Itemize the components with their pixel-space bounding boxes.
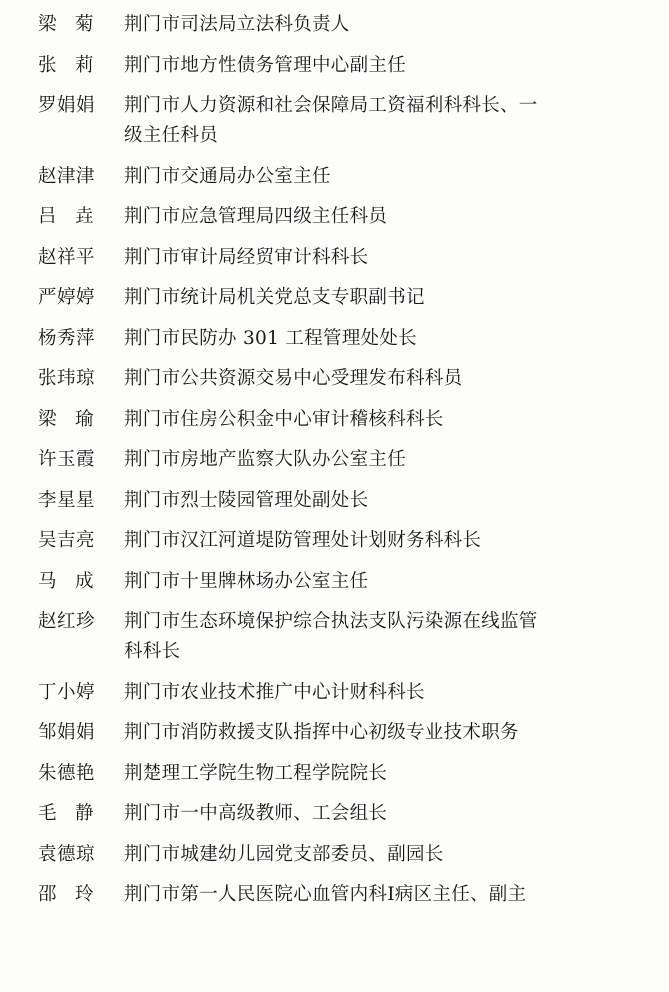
person-name: 马 成 <box>38 570 94 592</box>
list-item <box>38 243 611 273</box>
person-name: 罗娟娟 <box>38 95 96 116</box>
person-name: 袁德琼 <box>38 843 96 865</box>
person-name: 赵祥平 <box>38 246 96 268</box>
list-item <box>38 283 611 313</box>
person-name: 赵红珍 <box>38 611 96 632</box>
person-title-line: 荆门市房地产监察大队办公室主任 <box>124 449 407 470</box>
list-item <box>38 678 611 708</box>
person-title <box>124 486 611 516</box>
person-title-line: 荆门市城建幼儿园党支部委员、副园长 <box>124 843 444 865</box>
list-item <box>38 567 611 597</box>
list-item <box>38 486 611 516</box>
person-title <box>124 364 611 394</box>
list-item <box>38 202 611 232</box>
person-title <box>124 567 611 597</box>
person-title <box>124 607 611 667</box>
person-title-line: 荆门市审计局经贸审计科科长 <box>124 246 369 268</box>
person-title <box>124 162 611 192</box>
person-title <box>124 405 611 435</box>
person-title-line: 荆门市人力资源和社会保障局工资福利科科长、一 <box>124 95 538 116</box>
person-name: 毛 静 <box>38 803 94 824</box>
person-title-line: 荆门市交通局办公室主任 <box>124 165 331 187</box>
person-title-line: 荆楚理工学院生物工程学院院长 <box>124 762 388 784</box>
person-title <box>124 51 611 81</box>
person-title-line: 荆门市司法局立法科负责人 <box>124 14 350 35</box>
person-title <box>124 91 611 151</box>
person-title <box>124 880 611 910</box>
person-title-line: 荆门市住房公积金中心审计稽核科科长 <box>124 408 444 430</box>
person-name: 严婷婷 <box>38 287 96 308</box>
person-title-line: 荆门市应急管理局四级主任科员 <box>124 206 388 227</box>
person-title-line: 级主任科员 <box>124 125 219 146</box>
person-name: 吕 垚 <box>38 206 94 227</box>
person-name: 张 莉 <box>38 54 94 76</box>
person-title <box>124 243 611 273</box>
person-title <box>124 759 611 789</box>
person-title-line: 科科长 <box>124 641 181 662</box>
person-title-line: 荆门市消防救援支队指挥中心初级专业技术职务 <box>124 722 519 743</box>
person-title-line: 荆门市第一人民医院心血管内科Ⅰ病区主任、副主 <box>124 884 527 905</box>
person-name: 赵津津 <box>38 165 96 187</box>
list-item <box>38 10 611 40</box>
person-title-line: 荆门市十里牌林场办公室主任 <box>124 570 369 592</box>
person-title <box>124 445 611 475</box>
list-item <box>38 718 611 748</box>
list-item <box>38 405 611 435</box>
person-title-line: 荆门市公共资源交易中心受理发布科科员 <box>124 368 463 389</box>
person-title-line: 荆门市统计局机关党总支专职副书记 <box>124 287 425 308</box>
person-title <box>124 526 611 556</box>
person-name: 张玮琼 <box>38 368 96 389</box>
person-title-line: 荆门市烈士陵园管理处副处长 <box>124 489 369 511</box>
person-title-line: 荆门市农业技术推广中心计财科科长 <box>124 681 425 703</box>
person-title-line: 荆门市民防办 301 工程管理处处长 <box>124 327 417 349</box>
list-item <box>38 51 611 81</box>
list-item <box>38 526 611 556</box>
person-name: 吴吉亮 <box>38 530 96 551</box>
list-item <box>38 799 611 829</box>
person-title-line: 荆门市生态环境保护综合执法支队污染源在线监管 <box>124 611 538 632</box>
person-title <box>124 840 611 870</box>
person-title <box>124 324 611 354</box>
list-item <box>38 162 611 192</box>
person-title <box>124 10 611 40</box>
person-name: 梁 瑜 <box>38 408 94 430</box>
person-title-line: 荆门市汉江河道堤防管理处计划财务科科长 <box>124 530 482 551</box>
person-name: 邵 玲 <box>38 884 94 905</box>
person-name: 李星星 <box>38 489 96 511</box>
person-name: 梁 菊 <box>38 14 94 35</box>
list-item <box>38 759 611 789</box>
person-name: 邹娟娟 <box>38 722 96 743</box>
list-item <box>38 364 611 394</box>
list-item <box>38 607 611 667</box>
person-title-line: 荆门市一中高级教师、工会组长 <box>124 803 388 824</box>
person-name: 杨秀萍 <box>38 327 96 349</box>
person-title <box>124 283 611 313</box>
list-item <box>38 840 611 870</box>
person-title <box>124 202 611 232</box>
person-name: 丁小婷 <box>38 681 96 703</box>
person-title <box>124 678 611 708</box>
person-title <box>124 799 611 829</box>
person-title-line: 荆门市地方性债务管理中心副主任 <box>124 54 407 76</box>
list-item <box>38 880 611 910</box>
list-item <box>38 324 611 354</box>
list-item <box>38 91 611 151</box>
person-name: 朱德艳 <box>38 762 96 784</box>
person-title <box>124 718 611 748</box>
list-item <box>38 445 611 475</box>
person-name: 许玉霞 <box>38 449 96 470</box>
